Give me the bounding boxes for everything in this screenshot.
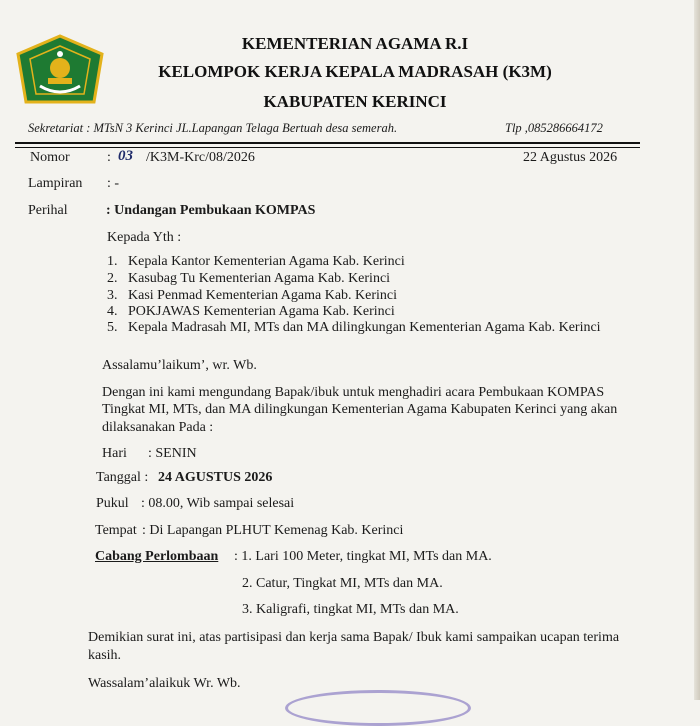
tempat-label: Tempat — [95, 523, 137, 538]
hari-label: Hari — [102, 446, 127, 461]
header-k3m: KELOMPOK KERJA KEPALA MADRASAH (K3M) — [158, 62, 552, 81]
secretariat-address: Sekretariat : MTsN 3 Kerinci JL.Lapangan Telaga Bertuah desa semerah. — [28, 121, 398, 135]
kemenag-logo — [12, 32, 108, 112]
recipient-text: POKJAWAS Kementerian Agama Kab. Kerinci — [128, 304, 395, 319]
closing-line: Demikian surat ini, atas partisipasi dan kerja sama Bapak/ Ibuk kami sampaikan ucapan terima — [88, 630, 620, 645]
pukul-value: : 08.00, Wib sampai selesai — [141, 496, 295, 511]
header-rule-thin — [15, 147, 640, 148]
closing-line: kasih. — [88, 648, 122, 663]
invitation-paragraph-line: dilaksanakan Pada : — [102, 420, 214, 435]
recipient-text: Kasubag Tu Kementerian Agama Kab. Kerinci — [128, 271, 391, 286]
recipient-number: 4. — [107, 304, 118, 319]
header-regency: KABUPATEN KERINCI — [263, 92, 447, 111]
header-rule-thick — [15, 142, 640, 144]
recipient-text: Kasi Penmad Kementerian Agama Kab. Kerinci — [128, 288, 398, 303]
nomor-label: Nomor — [30, 150, 70, 165]
cabang-item: 3. Kaligrafi, tingkat MI, MTs dan MA. — [242, 602, 459, 617]
phone-number: Tlp ,085286664172 — [505, 121, 603, 135]
nomor-handwritten: 03 — [118, 148, 133, 164]
perihal-label: Perihal — [28, 203, 68, 218]
recipient-number: 1. — [107, 254, 118, 269]
header-ministry: KEMENTERIAN AGAMA R.I — [241, 34, 469, 53]
letter-date: 22 Agustus 2026 — [523, 150, 618, 165]
tempat-value: : Di Lapangan PLHUT Kemenag Kab. Kerinci — [142, 523, 404, 538]
tanggal-label: Tanggal : — [96, 470, 149, 485]
recipient-text: Kepala Madrasah MI, MTs dan MA dilingkungan Kementerian Agama Kab. Kerinci — [128, 320, 601, 335]
recipient-number: 3. — [107, 288, 118, 303]
lampiran-label: Lampiran — [28, 176, 83, 191]
lampiran-value: : - — [107, 176, 120, 191]
page-edge-shadow — [694, 0, 700, 700]
recipient-number: 2. — [107, 271, 118, 286]
signoff: Wassalam’alaikuk Wr. Wb. — [88, 676, 241, 691]
greeting: Assalamu’laikum’, wr. Wb. — [102, 358, 257, 373]
cabang-label: Cabang Perlombaan — [95, 549, 219, 564]
perihal-value: : Undangan Pembukaan KOMPAS — [106, 203, 316, 218]
tanggal-value: 24 AGUSTUS 2026 — [158, 470, 273, 485]
invitation-paragraph-line: Tingkat MI, MTs, dan MA dilingkungan Kementerian Agama Kabupaten Kerinci yang akan — [102, 402, 618, 417]
hari-value: : SENIN — [148, 446, 197, 461]
nomor-value: /K3M-Krc/08/2026 — [146, 150, 255, 165]
cabang-item: 2. Catur, Tingkat MI, MTs dan MA. — [242, 576, 443, 591]
invitation-paragraph-line: Dengan ini kami mengundang Bapak/ibuk untuk menghadiri acara Pembukaan KOMPAS — [102, 385, 605, 400]
recipient-number: 5. — [107, 320, 118, 335]
cabang-item: : 1. Lari 100 Meter, tingkat MI, MTs dan MA. — [234, 549, 492, 564]
nomor-colon: : — [107, 150, 111, 165]
recipient-text: Kepala Kantor Kementerian Agama Kab. Kerinci — [128, 254, 405, 269]
pukul-label: Pukul — [96, 496, 129, 511]
official-stamp — [285, 690, 471, 726]
recipients-intro: Kepada Yth : — [107, 230, 182, 245]
